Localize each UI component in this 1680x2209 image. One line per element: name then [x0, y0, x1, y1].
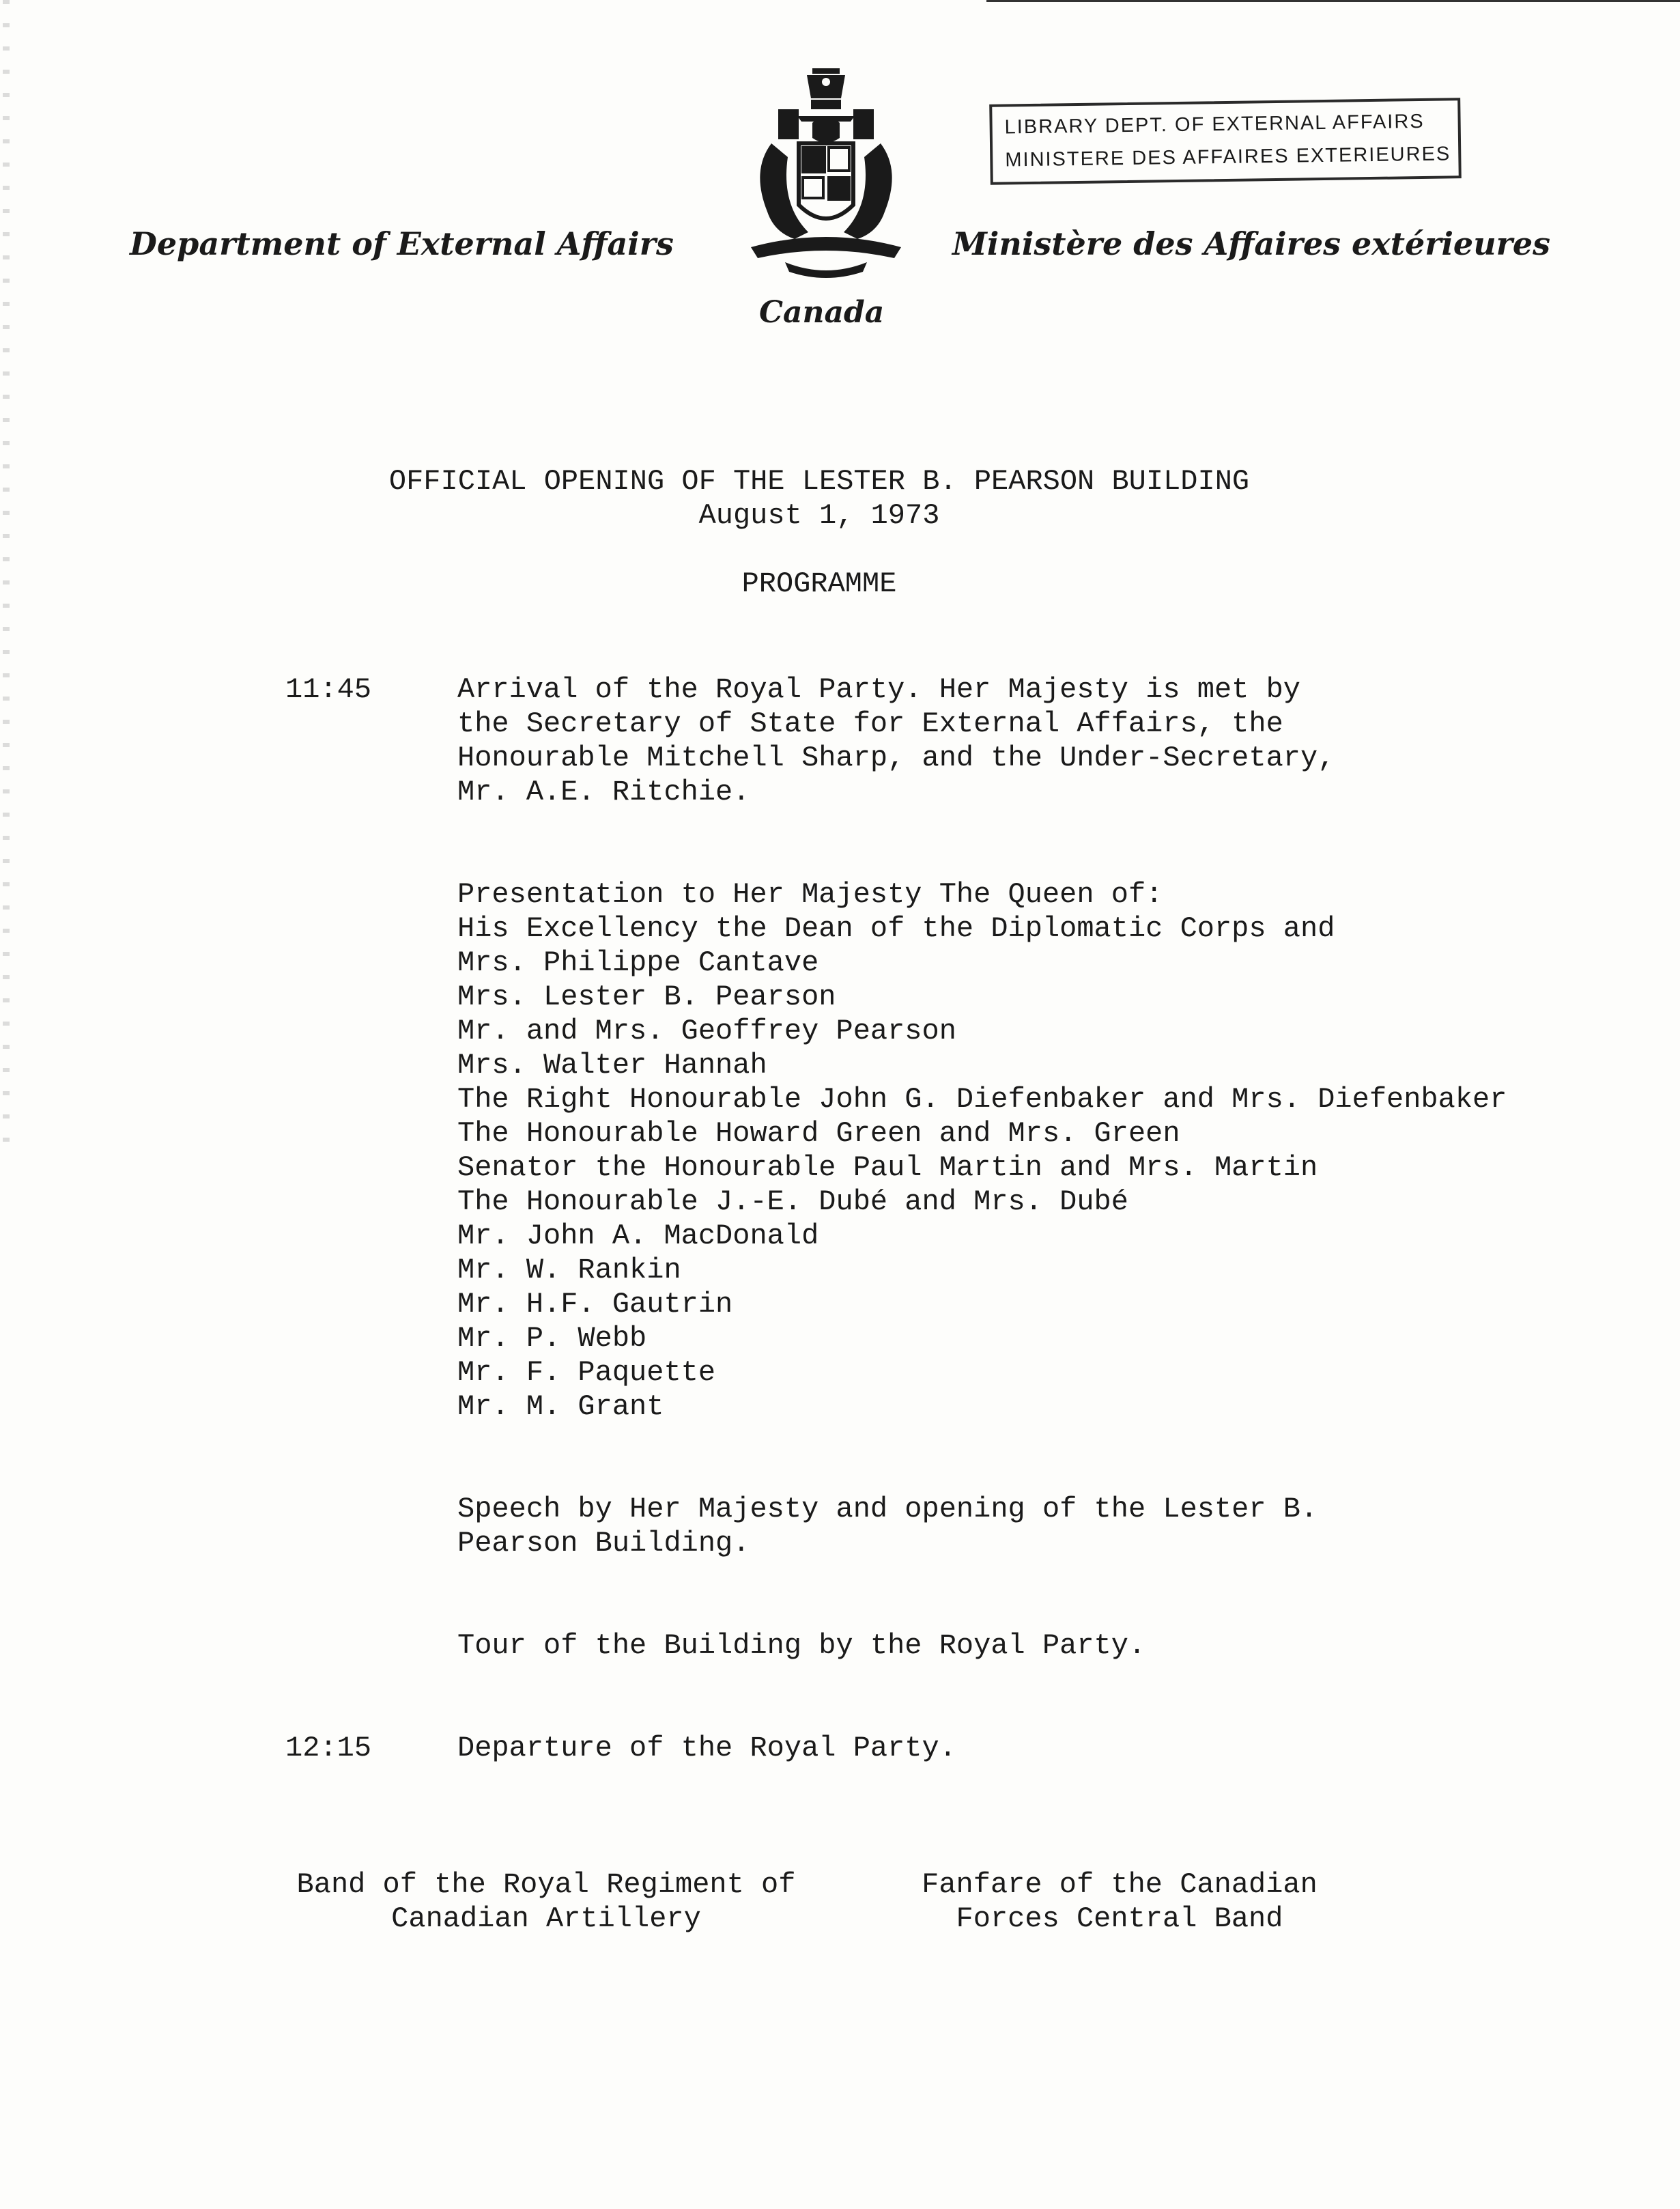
band-right-line: Fanfare of the Canadian — [922, 1868, 1318, 1901]
presentee-line: Mr. M. Grant — [457, 1390, 664, 1423]
arrival-time: 11:45 — [285, 673, 372, 706]
band-left-line: Band of the Royal Regiment of — [296, 1868, 796, 1901]
arrival-line: Honourable Mitchell Sharp, and the Under-Secretary, — [457, 742, 1335, 774]
presentee-line: Mr. John A. MacDonald — [457, 1220, 819, 1252]
stamp-line-english: LIBRARY DEPT. OF EXTERNAL AFFAIRS — [1004, 110, 1425, 139]
stamp-line-french: MINISTERE DES AFFAIRES EXTERIEURES — [1005, 143, 1451, 171]
arrival-line: the Secretary of State for External Affairs, the — [457, 707, 1283, 740]
presentee-line: Mrs. Philippe Cantave — [457, 946, 819, 979]
presentee-line: The Honourable Howard Green and Mrs. Green — [457, 1117, 1180, 1150]
band-left — [287, 1868, 806, 1936]
coat-of-arms-icon — [744, 68, 908, 287]
presentee-line: Senator the Honourable Paul Martin and Mrs. Martin — [457, 1151, 1318, 1184]
arrival-line: Arrival of the Royal Party. Her Majesty is met by — [457, 673, 1301, 706]
top-rule — [986, 0, 1680, 2]
presentee-line: His Excellency the Dean of the Diplomatic Corps and — [457, 912, 1335, 945]
department-name-french: Ministère des Affaires extérieures — [952, 225, 1551, 262]
tour-line: Tour of the Building by the Royal Party. — [457, 1629, 1146, 1662]
presentee-line: Mr. P. Webb — [457, 1322, 647, 1355]
departure-time: 12:15 — [285, 1732, 372, 1764]
country-name: Canada — [759, 295, 885, 330]
band-left-line: Canadian Artillery — [391, 1902, 701, 1935]
departure-line: Departure of the Royal Party. — [457, 1732, 956, 1764]
presentee-line: The Honourable J.-E. Dubé and Mrs. Dubé — [457, 1185, 1128, 1218]
presentee-line: Mrs. Walter Hannah — [457, 1049, 767, 1082]
presentation-heading: Presentation to Her Majesty The Queen of: — [457, 878, 1163, 911]
library-stamp — [989, 98, 1462, 185]
band-right — [915, 1868, 1324, 1936]
band-right-line: Forces Central Band — [956, 1902, 1283, 1935]
presentation-list — [457, 877, 1507, 1424]
presentee-line: Mr. and Mrs. Geoffrey Pearson — [457, 1015, 956, 1047]
presentee-line: The Right Honourable John G. Diefenbaker and Mrs. Diefenbaker — [457, 1083, 1507, 1116]
document-title: OFFICIAL OPENING OF THE LESTER B. PEARSON BUILDING — [388, 465, 1250, 498]
presentee-line: Mr. W. Rankin — [457, 1254, 681, 1286]
presentee-line: Mrs. Lester B. Pearson — [457, 981, 836, 1013]
arrival-line: Mr. A.E. Ritchie. — [457, 776, 750, 808]
presentee-line: Mr. H.F. Gautrin — [457, 1288, 733, 1321]
event-date: August 1, 1973 — [698, 499, 940, 532]
programme-heading: PROGRAMME — [741, 567, 897, 600]
speech-line: Speech by Her Majesty and opening of the Lester B. — [457, 1493, 1318, 1525]
department-name-english: Department of External Affairs — [130, 225, 674, 262]
speech-paragraph — [457, 1492, 1318, 1560]
presentee-line: Mr. F. Paquette — [457, 1356, 716, 1389]
speech-line: Pearson Building. — [457, 1527, 750, 1560]
arrival-paragraph — [457, 673, 1335, 809]
